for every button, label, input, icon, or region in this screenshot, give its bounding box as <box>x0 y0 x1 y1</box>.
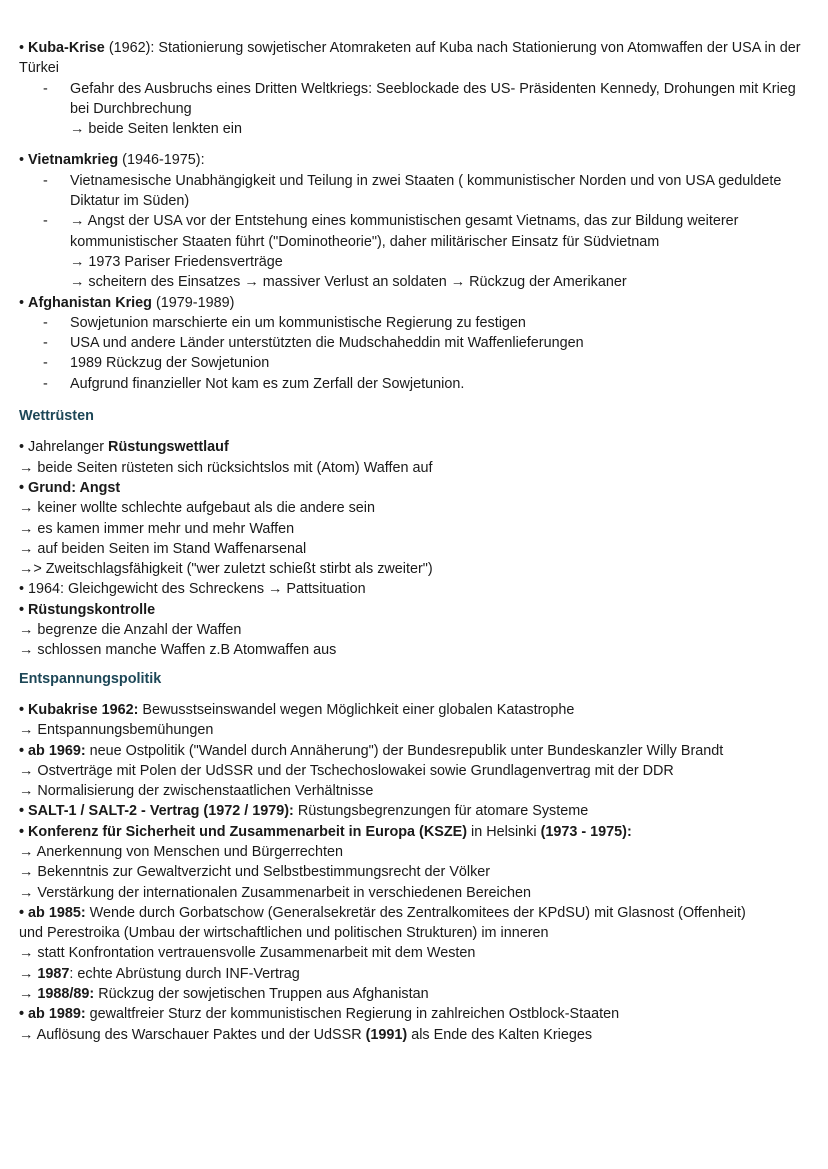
afghanistan-paragraph: • Afghanistan Krieg (1979-1989) <box>19 294 235 311</box>
afghanistan-item-1: - Sowjetunion marschierte ein um kommunistische Regierung zu festigen <box>19 313 809 333</box>
ent-line-16-text: als Ende des Kalten Krieges <box>407 1026 593 1043</box>
wettruesten-heading: Wettrüsten <box>19 408 94 425</box>
ent-line-1 <box>19 700 809 720</box>
ent-line-6-text: Rüstungsbegrenzungen für atomare Systeme <box>293 803 589 820</box>
ent-line-3 <box>19 741 809 761</box>
kuba-result: → beide Seiten lenkten ein <box>70 121 243 138</box>
wett-line-3 <box>19 478 809 498</box>
wett-line-10: → begrenze die Anzahl der Waffen <box>19 622 242 639</box>
vietnam-consequence-block <box>19 211 809 252</box>
vietnam-peace: → 1973 Pariser Friedensverträge <box>70 253 283 270</box>
ent-line-15-text: gewaltfreier Sturz der kommunistischen Regierung in zahlreichen Ostblock-Staaten <box>85 1006 620 1023</box>
wett-line-6: → auf beiden Seiten im Stand Waffenarsenal <box>19 540 307 557</box>
ent-line-14-text: Rückzug der sowjetischen Truppen aus Afghanistan <box>94 986 429 1003</box>
ent-line-10: → Verstärkung der internationalen Zusammenarbeit in verschiedenen Bereichen <box>19 884 531 901</box>
vietnam-failure: → scheitern des Einsatzes → massiver Verlust an soldaten → Rückzug der Amerikaner <box>70 274 627 291</box>
ent-line-8: → Anerkennung von Menschen und Bürgerrechten <box>19 843 343 860</box>
ent-line-16-bold: (1991) <box>365 1026 408 1043</box>
ent-line-14 <box>19 984 809 1004</box>
ent-line-4: → Ostverträge mit Polen der UdSSR und der Tschechoslowakei sowie Grundlagenvertrag mit der DDR <box>19 762 674 779</box>
ent-line-13-pre: → <box>19 965 38 982</box>
wett-line-1-bold: Rüstungswettlauf <box>108 439 229 456</box>
wett-line-4: → keiner wollte schlechte aufgebaut als die andere sein <box>19 500 375 517</box>
ent-line-6 <box>19 801 809 821</box>
kuba-title: Kuba-Krise <box>28 40 105 56</box>
wett-line-9 <box>19 600 809 620</box>
afghanistan-item-2: - USA und andere Länder unterstützten die Mudschaheddin mit Waffenlieferungen <box>19 333 809 353</box>
wett-line-7: →> Zweitschlagsfähigkeit ("wer zuletzt schießt stirbt als zweiter") <box>19 561 433 578</box>
wett-line-8: • 1964: Gleichgewicht des Schreckens → Pattsituation <box>19 581 366 598</box>
ent-line-7-bold-1: • Konferenz für Sicherheit und Zusammenarbeit in Europa (KSZE) <box>19 823 467 840</box>
document-page <box>19 38 809 1045</box>
ent-line-2: → Entspannungsbemühungen <box>19 722 214 739</box>
ent-line-6-bold: • SALT-1 / SALT-2 - Vertrag (1972 / 1979): <box>19 803 294 820</box>
vietnam-dash-text: Vietnamesische Unabhängigkeit und Teilung in zwei Staaten ( kommunistischer Norden und von USA geduldete Diktatur im Süden) <box>70 172 782 210</box>
ent-line-13-text: : echte Abrüstung durch INF-Vertrag <box>69 965 300 982</box>
wett-line-1 <box>19 437 809 457</box>
entspannung-heading: Entspannungspolitik <box>19 670 162 687</box>
ent-line-5: → Normalisierung der zwischenstaatlichen Verhältnisse <box>19 783 374 800</box>
wett-line-1-text: • Jahrelanger <box>19 439 109 456</box>
kuba-dash-text: Gefahr des Ausbruchs eines Dritten Weltkriegs: Seeblockade des US- Präsidenten Kennedy, Drohungen mit Krieg bei Durchbrechung <box>70 80 796 117</box>
vietnam-title: Vietnamkrieg <box>28 152 119 169</box>
ent-line-3-bold: • ab 1969: <box>19 742 86 759</box>
ent-line-11-text: Wende durch Gorbatschow (Generalsekretär des Zentralkomitees der KPdSU) mit Glasnost (Offenheit) <box>85 904 746 921</box>
kuba-dash-item <box>19 79 809 120</box>
ent-line-9: → Bekenntnis zur Gewaltverzicht und Selbstbestimmungsrecht der Völker <box>19 864 491 881</box>
kuba-paragraph: • Kuba-Krise (1962): Stationierung sowjetischer Atomraketen auf Kuba nach Stationierung von Atomwaffen der USA in der Türkei <box>19 40 801 77</box>
ent-line-3-text: neue Ostpolitik ("Wandel durch Annäherung") der Bundesrepublik unter Bundeskanzler Willy Brandt <box>85 742 724 759</box>
ent-line-11-bold: • ab 1985: <box>19 904 86 921</box>
vietnam-consequence: → Angst der USA vor der Entstehung eines kommunistischen gesamt Vietnams, das zur Bildung weiterer kommunistischer Staaten führt ("Dominotheorie"), daher militärischer Einsatz für Südvietnam <box>70 213 739 250</box>
afghanistan-intro: (1979-1989) <box>151 294 235 311</box>
ent-line-7-bold-2: (1973 - 1975): <box>540 823 632 840</box>
ent-line-1-text: Bewusstseinswandel wegen Möglichkeit einer globalen Katastrophe <box>138 701 575 718</box>
ent-line-14-pre: → <box>19 986 38 1003</box>
ent-line-14-bold: 1988/89: <box>37 986 95 1003</box>
ent-line-16-pre: → Auflösung des Warschauer Paktes und der UdSSR <box>19 1026 366 1043</box>
ent-line-7 <box>19 822 809 842</box>
ent-line-15 <box>19 1004 809 1024</box>
ent-line-15-bold: • ab 1989: <box>19 1006 86 1023</box>
afghanistan-item-3: - 1989 Rückzug der Sowjetunion <box>19 353 809 373</box>
ent-line-13-bold: 1987 <box>37 965 70 982</box>
ent-line-7-text: in Helsinki <box>467 823 541 840</box>
afghanistan-title: Afghanistan Krieg <box>28 294 152 311</box>
wett-line-11: → schlossen manche Waffen z.B Atomwaffen aus <box>19 642 337 659</box>
vietnam-dash-item <box>19 171 809 212</box>
vietnam-paragraph: • Vietnamkrieg (1946-1975): <box>19 152 205 169</box>
kuba-intro: (1962): Stationierung sowjetischer Atomraketen auf Kuba nach Stationierung von Atomwaffen der USA in der Türkei <box>19 40 801 77</box>
ent-line-16 <box>19 1025 809 1045</box>
afghanistan-item-4: - Aufgrund finanzieller Not kam es zum Zerfall der Sowjetunion. <box>19 374 809 394</box>
wett-line-3-bold: • Grund: Angst <box>19 479 121 496</box>
ent-line-13 <box>19 964 809 984</box>
ent-line-11 <box>19 903 809 923</box>
ent-line-11-cont: und Perestroika (Umbau der wirtschaftlichen und politischen Strukturen) im inneren <box>19 925 549 942</box>
ent-line-1-bold: • Kubakrise 1962: <box>19 701 139 718</box>
vietnam-intro: (1946-1975): <box>118 152 205 169</box>
wett-line-2: → beide Seiten rüsteten sich rücksichtslos mit (Atom) Waffen auf <box>19 459 433 476</box>
wett-line-5: → es kamen immer mehr und mehr Waffen <box>19 520 295 537</box>
ent-line-12: → statt Konfrontation vertrauensvolle Zusammenarbeit mit dem Westen <box>19 945 476 962</box>
wett-line-9-bold: • Rüstungskontrolle <box>19 601 156 618</box>
